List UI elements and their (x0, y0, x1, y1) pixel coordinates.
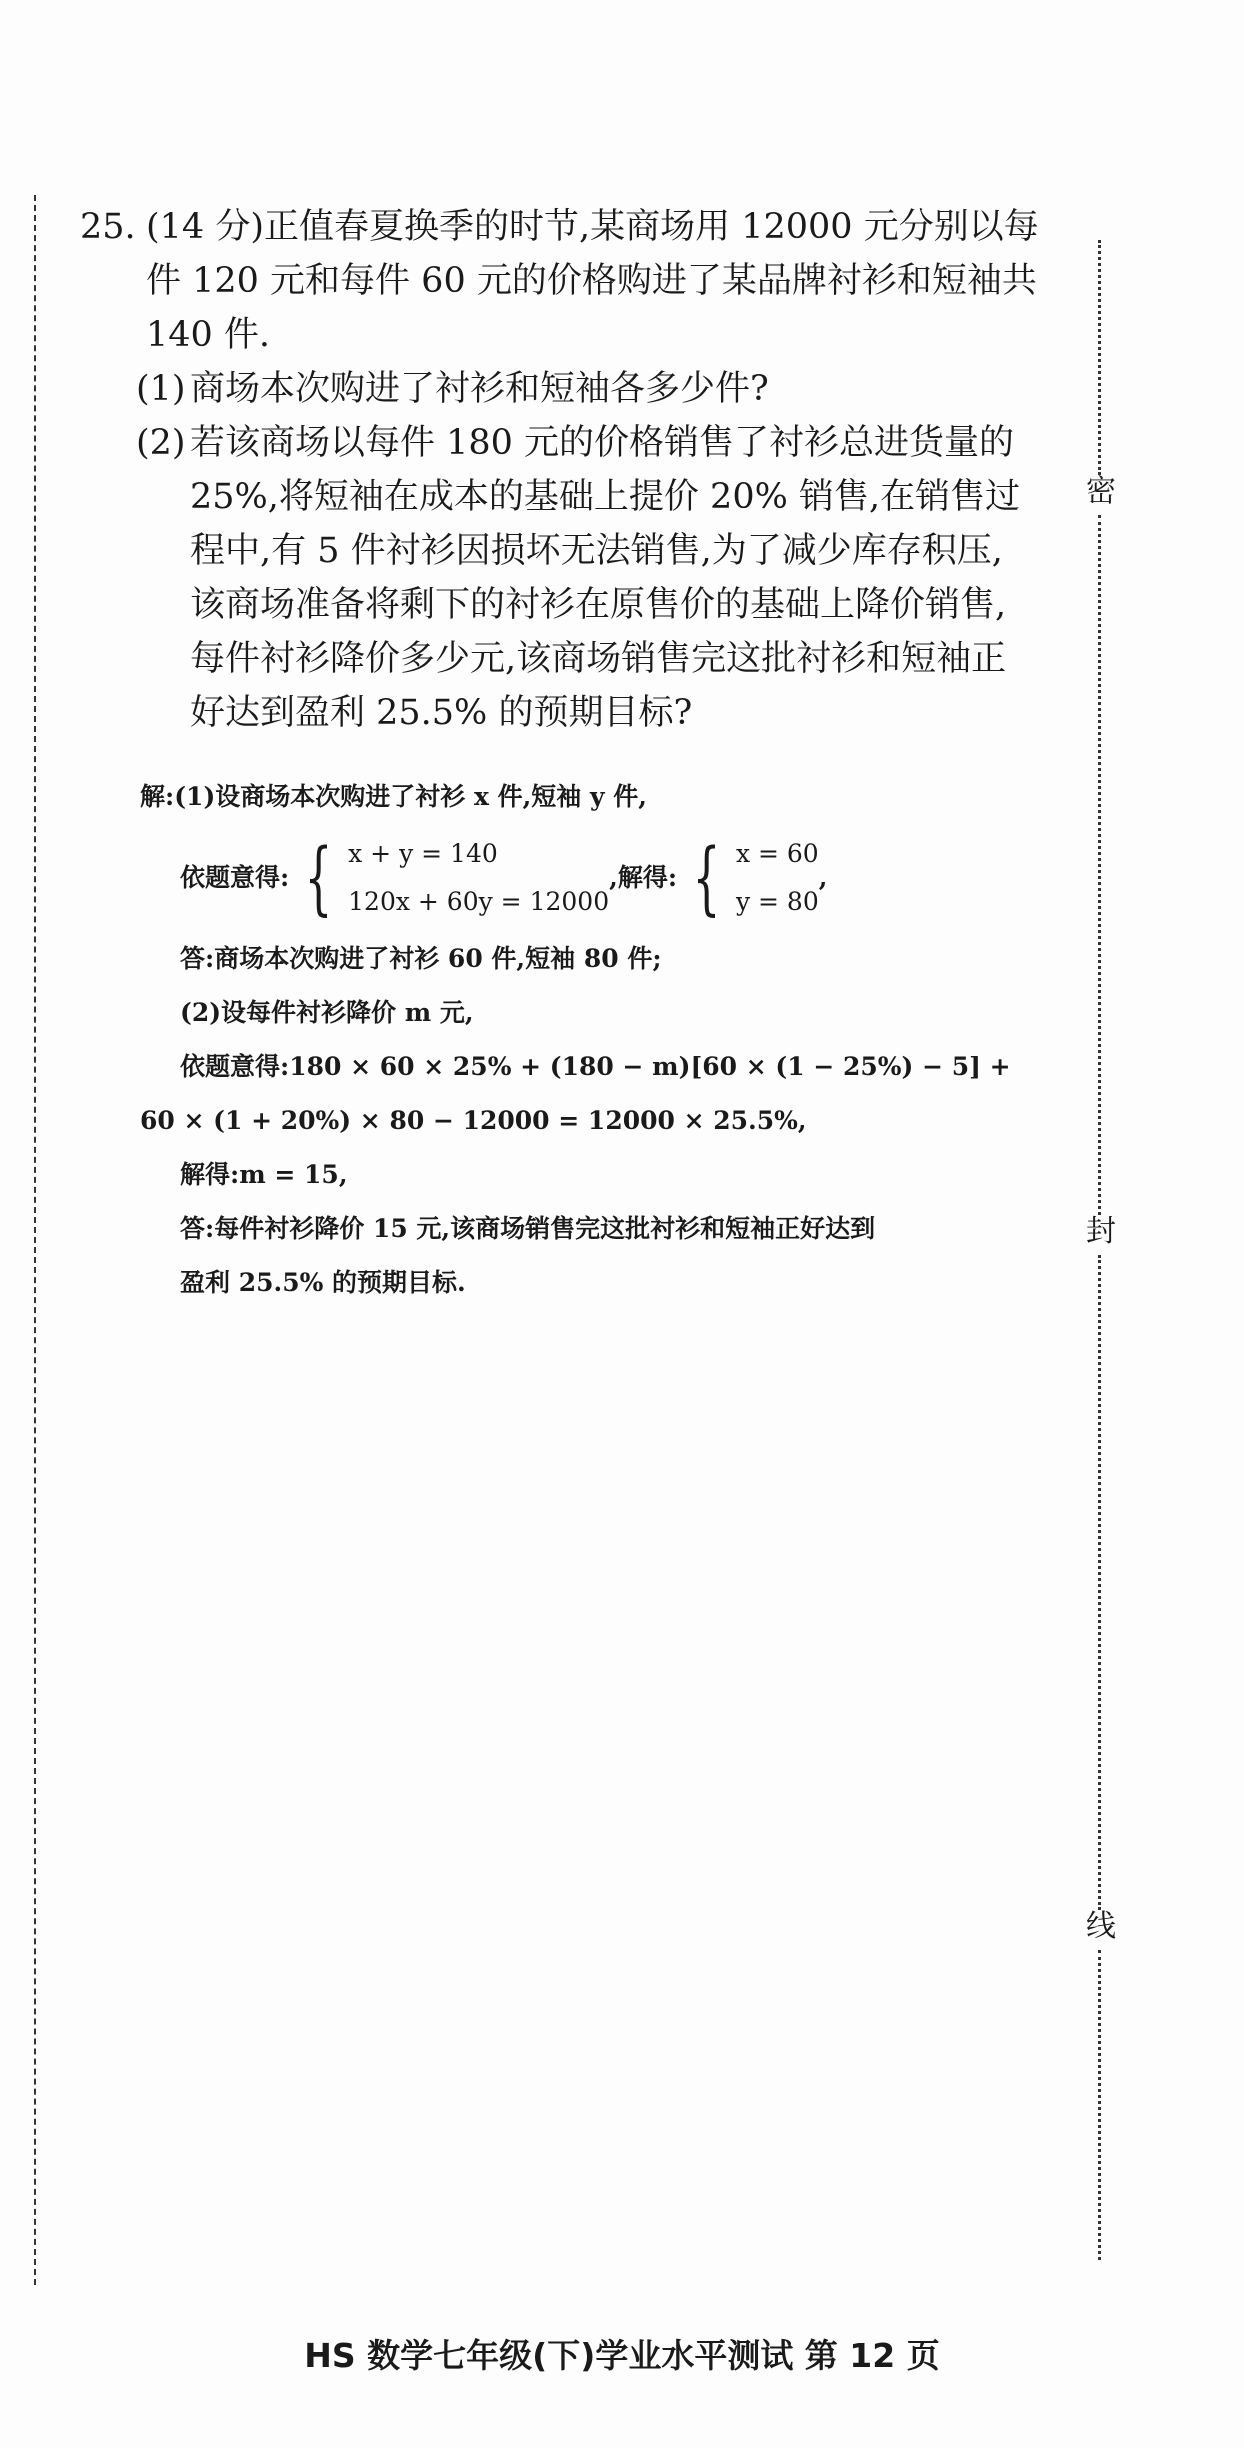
solve-label: ,解得: (609, 863, 678, 892)
question-25 (80, 200, 1040, 740)
sub-question-line: 程中,有 5 件衬衫因损坏无法销售,为了减少库存积压, (190, 531, 1003, 571)
answer-line: 盈利 25.5% 的预期目标. (180, 1268, 466, 1297)
punctuation: , (818, 863, 828, 892)
question-stem (80, 200, 1040, 362)
equation: y = 80 (735, 887, 819, 916)
answer-line: 答:商场本次购进了衬衫 60 件,短袖 80 件; (180, 944, 662, 973)
sub-question-2 (136, 416, 1040, 740)
equation-line: 60 × (1 + 20%) × 80 − 12000 = 12000 × 25.5%, (140, 1106, 807, 1135)
equation: x + y = 140 (348, 839, 498, 868)
system-label: 依题意得: (180, 863, 290, 892)
dotted-segment (1098, 515, 1101, 1215)
solution-system (736, 830, 819, 926)
solution-line: (2)设每件衬衫降价 m 元, (180, 998, 474, 1027)
equation-system (348, 830, 609, 926)
dotted-segment (1098, 1950, 1101, 2260)
stem-line: 140 件. (146, 315, 271, 355)
left-brace-icon: { (692, 831, 721, 924)
dotted-segment (1098, 1255, 1101, 1910)
dotted-segment (1098, 240, 1101, 475)
stem-line: (14 分)正值春夏换季的时节,某商场用 12000 元分别以每 (146, 207, 1039, 247)
equation: x = 60 (735, 839, 819, 868)
question-number: 25. (80, 207, 136, 247)
answer-line: 答:每件衬衫降价 15 元,该商场销售完这批衬衫和短袖正好达到 (180, 1214, 876, 1243)
left-brace-icon: { (304, 831, 333, 924)
sub-question-tag: (2) (136, 423, 186, 463)
sub-question-1 (136, 362, 1040, 416)
sub-question-line: 该商场准备将剩下的衬衫在原售价的基础上降价销售, (190, 585, 1007, 625)
solution-line: 解:(1)设商场本次购进了衬衫 x 件,短袖 y 件, (140, 782, 647, 811)
page-footer: HS 数学七年级(下)学业水平测试 第 12 页 (304, 2336, 940, 2375)
equation-system-row (140, 824, 1040, 932)
sub-question-line: 若该商场以每件 180 元的价格销售了衬衫总进货量的 (190, 423, 1015, 463)
seal-char-xian: 线 (1086, 1909, 1116, 1944)
seal-char-mi: 密 (1086, 474, 1116, 509)
solution-block (140, 770, 1040, 1310)
seal-char-feng: 封 (1086, 1214, 1116, 1249)
left-binding-line (34, 195, 36, 2285)
equation: 120x + 60y = 12000 (348, 887, 610, 916)
equation-line: 依题意得:180 × 60 × 25% + (180 − m)[60 × (1 − 25%) − 5] + (180, 1052, 1011, 1081)
stem-line: 件 120 元和每件 60 元的价格购进了某品牌衬衫和短袖共 (146, 261, 1037, 301)
solve-line: 解得:m = 15, (180, 1160, 348, 1189)
sub-question-line: 25%,将短袖在成本的基础上提价 20% 销售,在销售过 (190, 477, 1021, 517)
sub-question-line: 商场本次购进了衬衫和短袖各多少件? (190, 369, 769, 409)
right-binding-line (1080, 240, 1120, 2260)
sub-question-line: 每件衬衫降价多少元,该商场销售完这批衬衫和短袖正 (190, 639, 1007, 679)
sub-question-tag: (1) (136, 369, 186, 409)
sub-question-line: 好达到盈利 25.5% 的预期目标? (190, 693, 693, 733)
